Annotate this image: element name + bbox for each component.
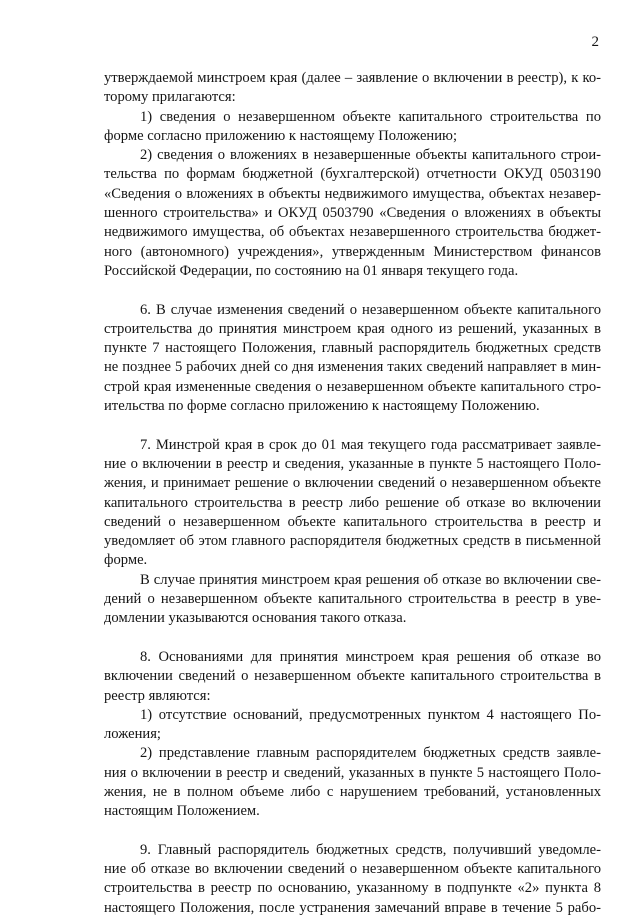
- paragraph-gap: [104, 629, 601, 648]
- text-line: «Сведения о вложениях в объекты недвижимого имущества, объектах незавер-: [104, 185, 601, 202]
- text-line: 1) сведения о незавершенном объекте капитального строительства по: [140, 108, 601, 125]
- paragraph-item-1: [104, 108, 601, 147]
- text-line: капитального строительства в реестр либо решение об отказе во включении: [104, 494, 601, 511]
- text-line: 2) представление главным распорядителем бюджетных средств заявле-: [140, 745, 601, 762]
- text-line: не позднее 5 рабочих дней со дня изменения таких сведений направляет в мин-: [104, 359, 601, 376]
- text-line: уведомляет об этом главного распорядителя бюджетных средств в письменной: [104, 533, 601, 550]
- paragraph-point-8-item-1: [104, 706, 601, 745]
- text-line: ние об отказе во включении сведений о незавершенном объекте капитального: [104, 861, 601, 878]
- paragraph-point-9: [104, 841, 601, 918]
- text-line: ного (автономного) учреждения», утвержденным Министерством финансов: [104, 243, 601, 260]
- text-line: 6. В случае изменения сведений о незавершенном объекте капитального: [140, 301, 601, 318]
- text-line: ложения;: [104, 726, 161, 743]
- text-line: ительства по форме согласно приложению к настоящему Положению.: [104, 398, 540, 415]
- text-line: 2) сведения о вложениях в незавершенные объекты капитального строи-: [140, 147, 601, 164]
- text-line: форме согласно приложению к настоящему Положению;: [104, 127, 457, 144]
- text-line: недвижимого имущества, об объектах незавершенного строительства бюджет-: [104, 224, 601, 241]
- text-line: Российской Федерации, по состоянию на 01 января текущего года.: [104, 262, 519, 279]
- page-number: 2: [591, 34, 599, 50]
- text-line: шенного строительства» и ОКУД 0503790 «Сведения о вложениях в объекты: [104, 205, 601, 222]
- paragraph-point-7-refusal: [104, 571, 601, 629]
- text-line: строительства в реестр по основанию, указанному в подпункте «2» пункта 8: [104, 880, 601, 897]
- text-line: включении сведений о незавершенном объекте капитального строительства в: [104, 668, 601, 685]
- text-line: ния о включении в реестр и сведений, указанных в пункте 5 настоящего Поло-: [104, 764, 601, 781]
- paragraph-gap: [104, 822, 601, 841]
- paragraph-gap: [104, 281, 601, 300]
- text-line: тельства по формам бюджетной (бухгалтерской) отчетности ОКУД 0503190: [104, 166, 601, 183]
- paragraph-point-6: [104, 301, 601, 417]
- paragraph-item-2: [104, 146, 601, 281]
- text-line: жения, и принимает решение о включении сведений о незавершенном объекте: [104, 475, 601, 492]
- text-line: В случае принятия минстроем края решения об отказе во включении све-: [140, 571, 601, 588]
- text-line: жения, не в полном объеме либо с нарушением требований, установленных: [104, 783, 601, 800]
- text-line: реестр являются:: [104, 687, 211, 704]
- text-line: пункте 7 настоящего Положения, главный распорядитель бюджетных средств: [104, 340, 601, 357]
- text-line: 9. Главный распорядитель бюджетных средств, получивший уведомле-: [140, 841, 601, 858]
- text-line: сведений о незавершенном объекте капитального строительства в реестр и: [104, 513, 601, 530]
- text-line: 7. Минстрой края в срок до 01 мая текущего года рассматривает заявле-: [140, 436, 601, 453]
- text-line: настоящего Положения, после устранения замечаний вправе в течение 5 рабо-: [104, 899, 601, 916]
- text-line: 1) отсутствие оснований, предусмотренных пунктом 4 настоящего По-: [140, 706, 601, 723]
- text-line: настоящим Положением.: [104, 803, 260, 820]
- text-line: ние о включении в реестр и сведения, указанные в пункте 5 настоящего Поло-: [104, 455, 601, 472]
- paragraph-continuation: [104, 69, 601, 108]
- text-line: домлении указываются основания такого отказа.: [104, 610, 407, 627]
- text-line: строй края измененные сведения о незавершенном объекте капитального стро-: [104, 378, 601, 395]
- text-line: утверждаемой минстроем края (далее – заявление о включении в реестр), к ко-: [104, 70, 601, 86]
- paragraph-gap: [104, 416, 601, 435]
- paragraph-point-7: [104, 436, 601, 571]
- paragraph-point-8-item-2: [104, 744, 601, 821]
- paragraph-point-8: [104, 648, 601, 706]
- document-body: [104, 69, 601, 918]
- text-line: форме.: [104, 552, 148, 569]
- text-line: дений о незавершенном объекте капитального строительства в реестр в уве-: [104, 591, 601, 608]
- text-line: торому прилагаются:: [104, 89, 236, 106]
- text-line: 8. Основаниями для принятия минстроем края решения об отказе во: [140, 648, 601, 665]
- text-line: строительства до принятия минстроем края одного из решений, указанных в: [104, 320, 601, 337]
